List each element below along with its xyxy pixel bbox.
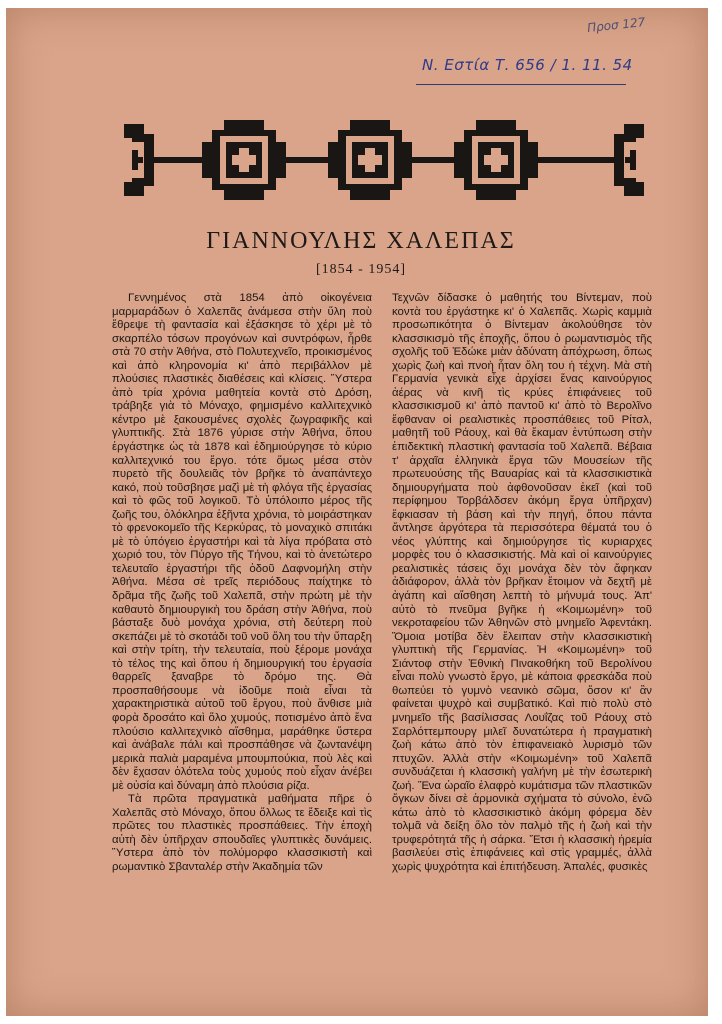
left-column [112,292,372,875]
right-column [392,292,652,875]
paragraph: Τὰ πρῶτα πραγματικὰ μαθήματα πῆρε ὁ Χαλεπᾶς στὸ Μόναχο, ὅπου ὅλλως τε ἔδειξε καὶ τὶς πρῶτες του πλαστικὲς προσπάθειες. Τὴν ἐποχὴ αὐτὴ δὲν ὑπῆρχαν σπουδαῖες γλυπτικὲς δυνάμεις. Ὕστερα ἀπὸ τὸν πολύμορφο κλασσικιστὴ καὶ ρωμαντικὸ Σβανταλέρ στὴν Ἀκαδημία τῶν [112,793,372,873]
greek-cross-meander-band-icon [124,112,644,208]
handwritten-reference: Ν. Εστία Τ. 656 / 1. 11. 54 [422,56,633,74]
life-dates: [1854 - 1954] [316,262,406,277]
corner-handwritten-note: Προσ 127 [586,14,646,36]
paragraph: Τεχνῶν δίδασκε ὁ μαθητής του Βίντεμαν, ποὺ κοντὰ του ἐργάστηκε κι' ὁ Χαλεπᾶς. Χωρὶς καμμιὰ προσωπικότητα ὁ Βίντεμαν ἀκολούθησε τὸν κλασσικισμὸ τῆς ἐποχῆς, ὅπου ὁ ρωμαντισμὸς τῆς σχολῆς τοῦ Ἐδώκε μιὰν ἀδύνατη ἀπόχρωση, ὅπως χωρὶς ζωὴ καὶ πνοὴ ἦταν ὅλη του ἡ τέχνη. Μὰ στὴ Γερμανία γενικὰ εἶχε ἀρχίσει ἕνας καινούργιος ἀέρας νὰ κινῆ τὶς κρύες ἐπιφάνειες τοῦ κλασσικισμοῦ κι' ἀπὸ παντοῦ κι' ἀπὸ τὸ Βερολῖνο ἔφθαναν οἱ ρεαλιστικὲς προσπάθειες τοῦ Ρίτσλ, μαθητῆ τοῦ Ράουχ, καὶ θὰ ἔκαμαν ἐντύπωση στὴν ἐπιδεκτικὴ πλαστικὴ φαντασία τοῦ Χαλεπᾶ. Βέβαια τ' ἀρχαῖα ἑλληνικὰ ἔργα τῶν Μουσείων τῆς πρωτευούσης τῆς Βαυαρίας καὶ τὰ κλασσικιστικὰ δημιουργήματα ποὺ ἀφθονοῦσαν ἐκεῖ (καὶ τοῦ περίφημου Τορβάλδσεν ἀκόμη ἔργα ὑπῆρχαν) ἔφκιασαν τὴ βάση καὶ τὴν πηγή, ὅπου πάντα ἄντλησε ἀργότερα τὰ περισσότερα θέματά του ὁ νέος γλύπτης καὶ δημιούργησε τὶς κυριαρχες μορφὲς του ὁ κλασσικιστής. Μὰ καὶ οἱ καινούργιες ρεαλιστικὲς τάσεις ὄχι μονάχα δὲν τὸν ἄφηκαν ἀδιάφορον, ἀλλὰ τὸν βρῆκαν ἕτοιμον νὰ δεχτῆ μὲ ἀγάπη καὶ αἴσθηση λεπτὴ τὸ μήνυμά τους. Ἀπ' αὐτὸ τὸ πνεῦμα βγῆκε ἡ «Κοιμωμένη» τοῦ νεκροταφείου τῶν Ἀθηνῶν στὸ μνημεῖο Ἀφεντάκη. Ὅμοια μοτίβα δὲν ἔλειπαν στὴν κλασσικιστικὴ γλυπτικὴ τῆς Γερμανίας. Ἡ «Κοιμωμένη» τοῦ Σιάντοφ στὴν Ἐθνικὴ Πινακοθήκη τοῦ Βερολίνου εἶναι πολὺ γνωστὸ ἔργο, μὲ κάποια φρεσκάδα ποὺ θωπεύει τὸ γυμνὸ νεανικὸ σῶμα, ὅσον κι' ἂν φαίνεται ψυχρὸ καὶ συμβατικό. Καὶ πιὸ πολὺ στὸ μνημεῖο τῆς βασίλισσας Λουΐζας τοῦ Ράουχ στὸ Σαρλόττεμπουργ μιλεῖ δυνατώτερα ἡ πραγματικὴ ζωὴ κάτω ἀπὸ τὸν ἐπιφανειακὸ λυρισμὸ τῶν πτυχῶν. Ἀλλὰ στὴν «Κοιμωμένη» τοῦ Χαλεπᾶ συνδυάζεται ἡ κλασσικὴ γαλήνη μὲ τὴν ἐσωτερικὴ ζωή. Ἕνα ὡραῖο ἐλαφρὸ κυμάτισμα τῶν πλαστικῶν ὄγκων δίνει σὲ ἁρμονικὰ σχήματα τὸ σύνολο, ἐνῶ κάτω ἀπὸ τὸ κλασσικιστικὸ ἀκόμη φόρεμα δὲν τολμᾶ νὰ δείξη ὅλο τὸν παλμὸ τῆς ἡ ζωὴ καὶ τὴν τρυφερότητά τῆς ἡ σάρκα. Ἔτσι ἡ κλασσικὴ ἠρεμία βασιλεύει στὶς ἐπιφάνειες καὶ στὶς γραμμές, ἀλλὰ χωρὶς ψυχρότητα καὶ ἐπιτήδευση. Ἀπαλές, φυσικὲς [392,292,652,873]
reference-underline [416,84,626,85]
article-title: ΓΙΑΝΝΟΥΛΗΣ ΧΑΛΕΠΑΣ [206,228,516,254]
paragraph: Γεννημένος στὰ 1854 ἀπὸ οἰκογένεια μαρμαράδων ὁ Χαλεπᾶς ἀνάμεσα στὴν ὕλη ποὺ ἔθρεψε τὴ φαντασία καὶ ἐξάσκησε τὸ χέρι μὲ τὸ σκαρπέλο τόσων προγόνων καὶ συντρόφων, ἦρθε στὰ 70 στὴν Ἀθήνα, στὸ Πολυτεχνεῖο, προικισμένος καὶ ἀπὸ κληρονομία κι' ἀπὸ περιβάλλον μὲ πλούσιες πλαστικὲς διαθέσεις καὶ κλίσεις. Ὕστερα ἀπὸ τρία χρόνια μαθητεία κοντὰ στὸ Δρόση, τράβηξε γιὰ τὸ Μόναχο, φημισμένο καλλιτεχνικὸ κέντρο μὲ ξακουσμένες σχολὲς ζωγραφικῆς καὶ γλυπτικῆς. Στὰ 1876 γύρισε στὴν Ἀθήνα, ὅπου ἐργάστηκε ὡς τὰ 1878 καὶ ἐδημιούργησε τὸ κύριο καλλιτεχνικό του ἔργο. τότε ὅμως μέσα στὸν πυρετὸ τῆς δουλειᾶς τὸν βρῆκε τὸ ἀναπάντεχο κακό, ποὺ τοῦσβησε μαζὶ μὲ τὴ φλόγα τῆς ἐργασίας καὶ τὸ φῶς τοῦ λογικοῦ. Τὸ ὑπόλοιπο μέρος τῆς ζωῆς του, ὁλόκληρα ἑξῆντα χρόνια, τὸ μοιράστηκαν τὸ φρενοκομεῖο τῆς Κερκύρας, τὸ μοναχικὸ σπιτάκι μὲ τὸ ὑπόγειο ἐργαστήρι καὶ τὰ λίγα πρόβατα στὸ χωριό του, τὸν Πύργο τῆς Τήνου, καὶ τὸ ἀνετώτερο τελευταῖο ἐργαστήρι τῆς ὁδοῦ Δαφνομήλη στὴν Ἀθήνα. Μέσα σὲ τρεῖς περιόδους παίχτηκε τὸ δρᾶμα τῆς ζωῆς τοῦ Χαλεπᾶ, στὴν πρώτη μὲ τὴν καθαυτὸ δημιουργικὴ του δράση στὴν Ἀθήνα, ποὺ βάσταξε δυὸ μονάχα χρόνια, στὴ δεύτερη ποὺ σκεπάζει μὲ τὸ σκοτάδι τοῦ νοῦ ὅλη του τὴν ὕπαρξη καὶ στὴν τρίτη, τὴν τελευταία, ποὺ ξέρομε μονάχα τὸ τέλος της καὶ ὅπου ἡ δημιουργική του ἐργασία θαρρεῖς ξαναβρε τὸ δρόμο της. Θὰ προσπαθήσουμε νὰ ἰδοῦμε ποιὰ εἶναι τὰ χαρακτηριστικὰ αὐτοῦ τοῦ ἔργου, ποὺ ἄνθισε μιὰ φορὰ δροσάτο καὶ ὅλο χυμούς, ποτισμένο ἀπὸ ἕνα πλούσιο καλλιτεχνικὸ αἴσθημα, μαράθηκε ὕστερα καὶ ἀνάβαλε πάλι καὶ προσπάθησε νὰ ζωντανέψη μερικὰ παλιὰ μαραμένα μπουμπούκια, ποὺ λὲς καὶ δὲν ἔχασαν ὁλότελα τοὺς χυμούς ποὺ εἶχαν ἀνέβει μὲ οὐσία καὶ δύναμη ἀπὸ πλούσια ρίζα. [112,292,372,792]
